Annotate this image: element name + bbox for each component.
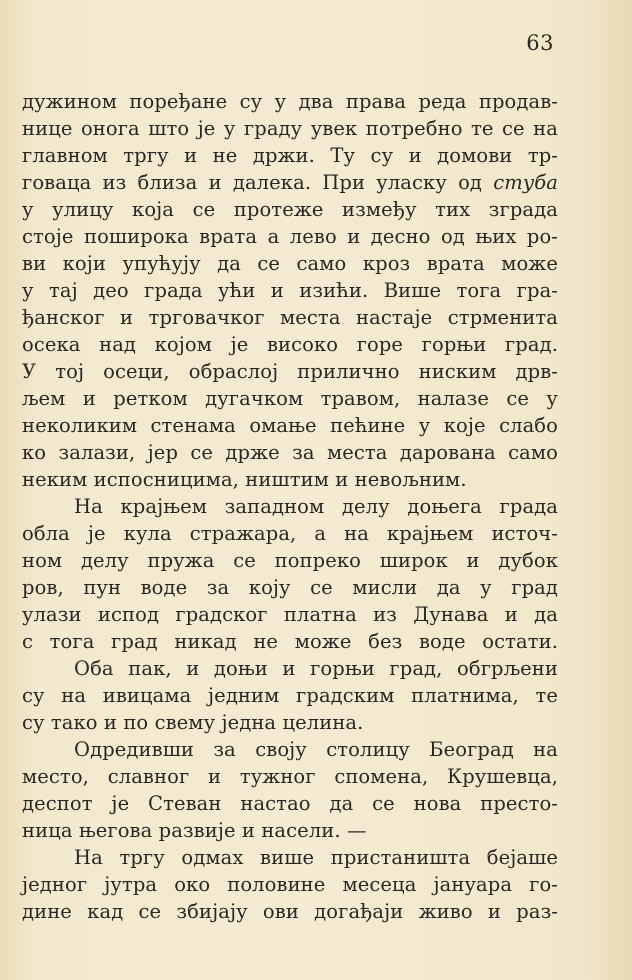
text-line: с тога град никад не може без воде остати. <box>22 630 558 653</box>
text-line: љем и ретком дугачком травом, налазе се у <box>22 387 558 410</box>
text-line: На тргу одмах више пристаништа бејаше <box>74 846 558 869</box>
paragraph-4 <box>22 736 558 844</box>
text-line: обла је кула стражара, а на крајњем источ- <box>22 522 558 545</box>
text-line: дужином поређане су у два права реда продав- <box>22 90 558 113</box>
text-line: стоје поширока врата а лево и десно од њих ро- <box>22 225 558 248</box>
text-line: главном тргу и не држи. Ту су и домови тр- <box>22 144 558 167</box>
text-line: ђанског и трговачког места настаје стрменита <box>22 306 558 329</box>
page-number: 63 <box>526 31 554 55</box>
text-line-start: говаца из близа и далека. При уласку од <box>22 171 483 194</box>
text-line: деспот је Стеван настао да се нова престо- <box>22 792 558 815</box>
text-line: ров, пун воде за коју се мисли да у град <box>22 576 558 599</box>
text-line: неким испосницима, ништим и невољним. <box>22 468 467 491</box>
text-line: ви који упућују да се само кроз врата може <box>22 252 558 275</box>
text-line: ко залази, јер се држе за места дарована само <box>22 441 558 464</box>
text-line: улази испод градског платна из Дунава и да <box>22 603 558 626</box>
text-line: у улицу која се протеже између тих зграда <box>22 198 558 221</box>
text-line: У тој осеци, обраслој прилично ниским дрв- <box>22 360 558 383</box>
paragraph-5 <box>22 844 558 925</box>
paragraph-3 <box>22 655 558 736</box>
text-line: једног јутра око половине месеца јануара го- <box>22 873 558 896</box>
text-line: Оба пак, и доњи и горњи град, обгрљени <box>74 657 558 680</box>
paragraph-2 <box>22 493 558 655</box>
text-line: нице онога што је у граду увек потребно те се на <box>22 117 558 140</box>
italic-word: стуба <box>493 171 558 194</box>
text-line: неколиким стенама омање пећине у које слабо <box>22 414 558 437</box>
text-line: дине кад се збијају ови догађаји живо и раз- <box>22 900 558 923</box>
text-line: ном делу пружа се попреко широк и дубок <box>22 549 558 572</box>
text-line: ница његова развије и насели. — <box>22 819 367 842</box>
text-line: осека над којом је високо горе горњи град. <box>22 333 558 356</box>
text-line: Одредивши за своју столицу Београд на <box>74 738 558 761</box>
text-line: место, славног и тужног спомена, Крушевца, <box>22 765 558 788</box>
text-line: су на ивицама једним градским платнима, те <box>22 684 558 707</box>
text-line: На крајњем западном делу доњега града <box>74 495 558 518</box>
text-line: су тако и по свему једна целина. <box>22 711 364 734</box>
text-line <box>22 169 558 196</box>
text-line: у тај део града ући и изићи. Више тога гра- <box>22 279 558 302</box>
paragraph-1 <box>22 88 558 493</box>
body-text <box>22 88 558 925</box>
